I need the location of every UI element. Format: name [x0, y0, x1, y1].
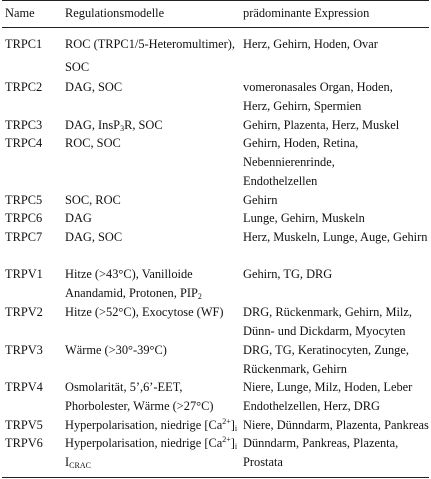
- trpv4-expression-line2: Endothelzellen, Herz, DRG: [243, 399, 380, 413]
- trpc5-expression: Gehirn: [243, 193, 278, 207]
- trpv5-regulation: Hyperpolarisation, niedrige $[Ca^{2+}]_i$: [65, 417, 238, 433]
- trpv4-expression-line1: Niere, Lunge, Milz, Hoden, Leber: [243, 380, 413, 394]
- header-rule: [2, 27, 429, 28]
- trpc4-expression-line1: Gehirn, Hoden, Retina,: [243, 136, 359, 150]
- trpc1-regulation-line1: ROC (TRPC1/5-Heteromultimer),: [65, 37, 236, 51]
- trpv5-expression: Niere, Dünndarm, Plazenta, Pankreas: [243, 418, 429, 432]
- trpv4-regulation-line2: Phorbolester, Wärme (>27°C): [65, 399, 214, 413]
- trpc7-expression: Herz, Muskeln, Lunge, Auge, Gehirn: [243, 230, 428, 244]
- trpv4-name: TRPV4: [5, 380, 43, 394]
- trpc3-expression: Gehirn, Plazenta, Herz, Muskel: [243, 118, 400, 132]
- trpv6-expression-line1: Dünndarm, Pankreas, Plazenta,: [243, 436, 399, 450]
- trpv2-name: TRPV2: [5, 305, 43, 319]
- trpv6-name: TRPV6: [5, 436, 43, 450]
- trpv3-regulation: Wärme (>30°-39°C): [65, 343, 167, 357]
- trpc5-regulation: SOC, ROC: [65, 193, 121, 207]
- trpc7-regulation: DAG, SOC: [65, 230, 123, 244]
- trpc4-regulation: ROC, SOC: [65, 136, 121, 150]
- trpv6-expression-line2: Prostata: [243, 455, 283, 469]
- trpv3-name: TRPV3: [5, 343, 43, 357]
- trpv2-expression-line1: DRG, Rückenmark, Gehirn, Milz,: [243, 305, 412, 319]
- trpv3-expression-line2: Rückenmark, Gehirn: [243, 362, 347, 376]
- trpv3-expression-line1: DRG, TG, Keratinocyten, Zunge,: [243, 343, 409, 357]
- header-regulation: Regulationsmodelle: [65, 6, 165, 20]
- trpc2-name: TRPC2: [5, 80, 43, 94]
- header-name: Name: [5, 6, 35, 20]
- trpc1-regulation-line2: SOC: [65, 60, 90, 74]
- top-rule: [2, 0, 429, 1]
- trpv6-regulation-line2: $I_{CRAC}$: [65, 455, 91, 470]
- bottom-rule: [2, 477, 429, 478]
- trpv6-regulation-line1: Hyperpolarisation, niedrige $[Ca^{2+}]_i$: [65, 435, 238, 451]
- trpc4-expression-line3: Endothelzellen: [243, 174, 318, 188]
- header-expression: prädominante Expression: [243, 6, 370, 20]
- trpc2-expression-line1: vomeronasales Organ, Hoden,: [243, 80, 393, 94]
- trpv1-regulation-line2: Anandamid, Protonen, $PIP_2$: [65, 286, 202, 301]
- trpv1-expression: Gehirn, TG, DRG: [243, 267, 333, 281]
- trpc6-expression: Lunge, Gehirn, Muskeln: [243, 211, 365, 225]
- trpc1-expression: Herz, Gehirn, Hoden, Ovar: [243, 37, 378, 51]
- trpc7-name: TRPC7: [5, 230, 43, 244]
- trpv4-regulation-line1: Osmolarität, 5’,6’-EET,: [65, 380, 183, 394]
- trpc2-regulation: DAG, SOC: [65, 80, 123, 94]
- trpv1-regulation-line1: Hitze (>43°C), Vanilloide: [65, 267, 193, 281]
- trpv5-name: TRPV5: [5, 418, 43, 432]
- trpc3-name: TRPC3: [5, 118, 43, 132]
- trpc6-name: TRPC6: [5, 211, 43, 225]
- trpc5-name: TRPC5: [5, 193, 43, 207]
- trpc4-expression-line2: Nebennierenrinde,: [243, 155, 335, 169]
- trpv2-expression-line2: Dünn- und Dickdarm, Myocyten: [243, 324, 406, 338]
- trpc6-regulation: DAG: [65, 211, 92, 225]
- trpv2-regulation: Hitze (>52°C), Exocytose (WF): [65, 305, 224, 319]
- trpv1-name: TRPV1: [5, 267, 43, 281]
- trpc2-expression-line2: Herz, Gehirn, Spermien: [243, 99, 362, 113]
- trpc4-name: TRPC4: [5, 136, 43, 150]
- trpc3-regulation: DAG, InsP$_3$R, SOC: [65, 118, 163, 133]
- trpc1-name: TRPC1: [5, 37, 43, 51]
